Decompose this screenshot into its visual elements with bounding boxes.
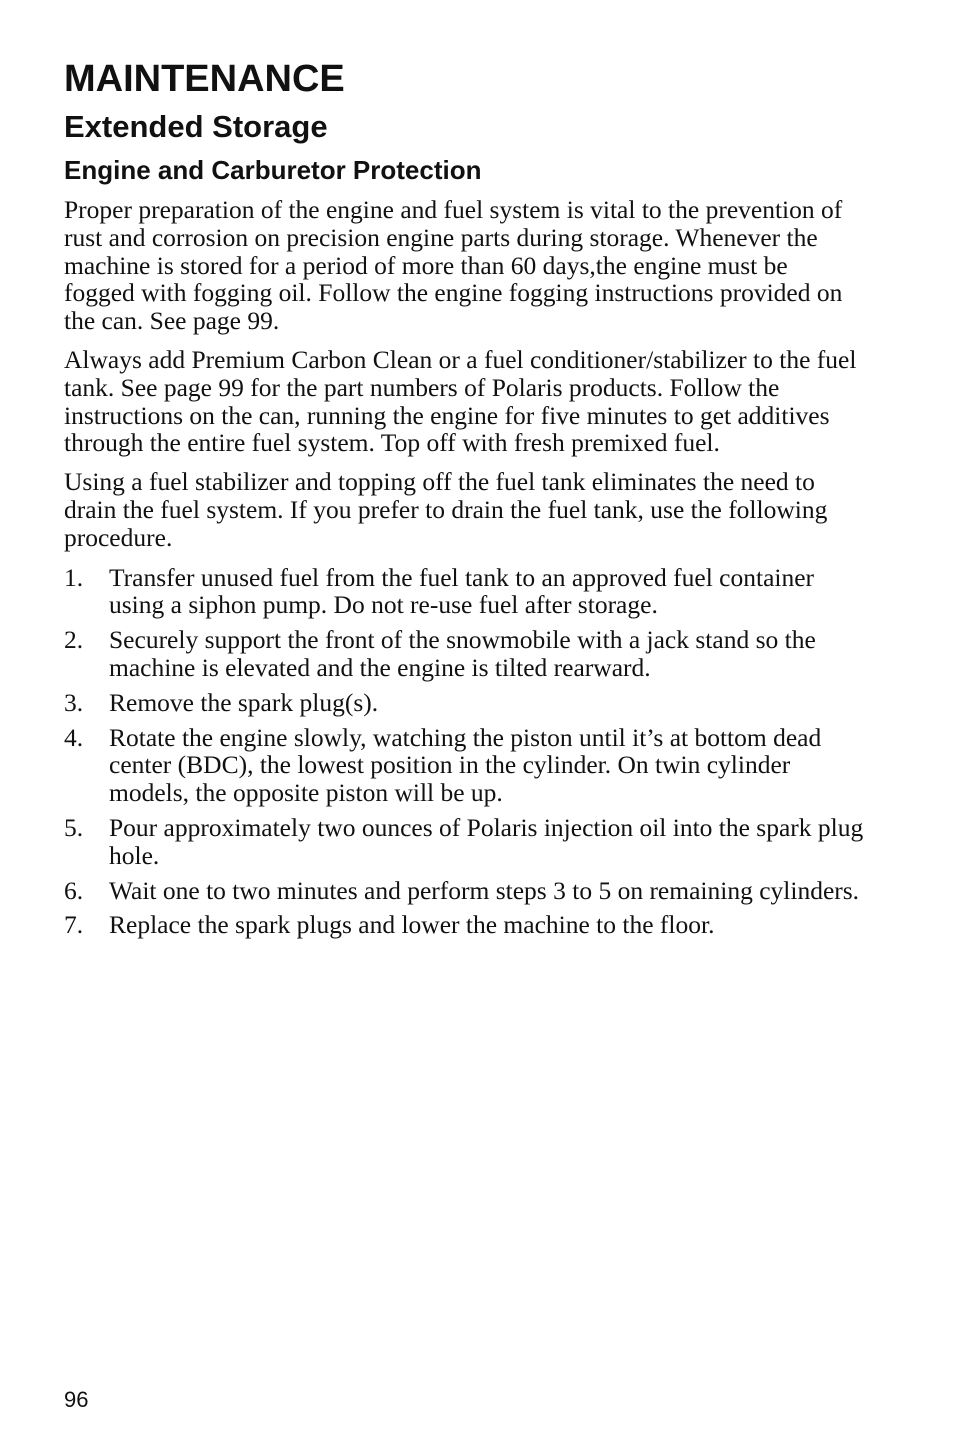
procedure-steps (64, 564, 864, 940)
step-number: 1. (64, 562, 84, 592)
page-title: MAINTENANCE (64, 58, 345, 100)
list-item (64, 564, 864, 620)
step-number: 5. (64, 812, 84, 842)
step-number: 2. (64, 625, 84, 655)
list-item (64, 877, 864, 905)
step-number: 6. (64, 875, 84, 905)
step-text: Pour approximately two ounces of Polaris injection oil into the spark plug hole. (109, 812, 864, 870)
paragraph-stabilizer: Always add Premium Carbon Clean or a fuel conditioner/stabilizer to the fuel tank. See page 99 for the part numbers of Polaris products. Follow the instructions on the can, running the engine for five minutes to get additives through the entire fuel system. Top off with fresh premixed fuel. (64, 344, 857, 458)
subsection-heading: Engine and Carburetor Protection (64, 155, 482, 185)
step-text: Rotate the engine slowly, watching the piston until it’s at bottom dead center (BDC), the lowest position in the cylinder. On twin cylinder models, the opposite piston will be up. (109, 722, 822, 808)
step-text: Securely support the front of the snowmobile with a jack stand so the machine is elevated and the engine is tilted rearward. (109, 625, 816, 682)
step-text: Transfer unused fuel from the fuel tank to an approved fuel container using a siphon pump. Do not re-use fuel after storage. (109, 562, 815, 620)
list-item (64, 689, 864, 717)
step-text: Replace the spark plugs and lower the machine to the floor. (109, 910, 715, 940)
step-number: 3. (64, 687, 84, 717)
step-number: 4. (64, 722, 84, 752)
body-content (64, 196, 864, 939)
paragraph-drain-intro: Using a fuel stabilizer and topping off the fuel tank eliminates the need to drain the fuel system. If you prefer to drain the fuel tank, use the following procedure. (64, 467, 828, 552)
paragraph-fogging: Proper preparation of the engine and fuel system is vital to the prevention of rust and corrosion on precision engine parts during storage. Whenever the machine is stored for a period of more than 60 days,the engine must be fogged with fogging oil. Follow the engine fogging instructions provided on the can. See page 99. (64, 195, 843, 336)
page-number: 96 (64, 1387, 89, 1412)
step-text: Remove the spark plug(s). (109, 687, 379, 717)
step-number: 7. (64, 910, 84, 940)
step-text: Wait one to two minutes and perform steps 3 to 5 on remaining cylinders. (109, 875, 860, 905)
list-item (64, 724, 864, 807)
list-item (64, 814, 864, 870)
list-item (64, 626, 864, 682)
section-heading: Extended Storage (64, 109, 328, 144)
document-page (64, 56, 864, 946)
list-item (64, 911, 864, 939)
